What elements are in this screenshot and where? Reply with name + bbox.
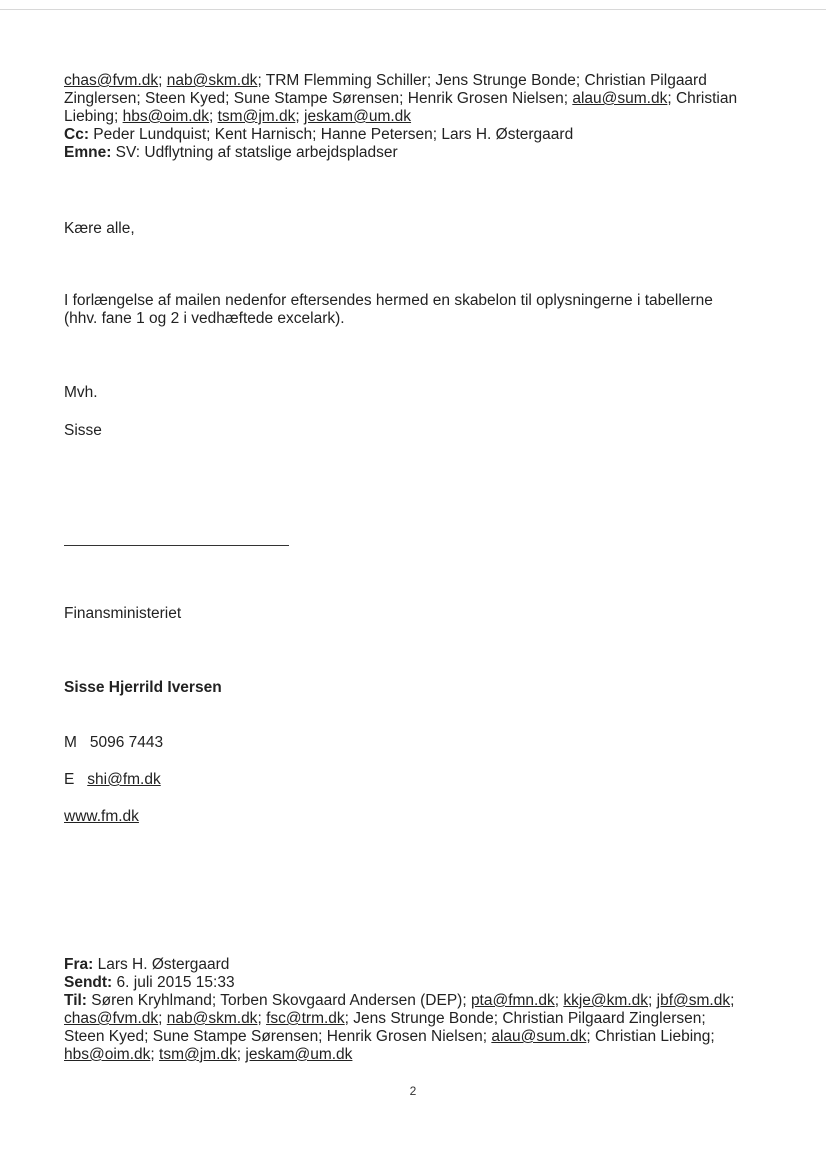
email-label: E <box>64 771 75 788</box>
email-link[interactable]: kkje@km.dk <box>563 992 648 1009</box>
to-line-1: Til: Søren Kryhlmand; Torben Skovgaard Andersen (DEP); pta@fmn.dk; kkje@km.dk; jbf@sm.dk; <box>64 992 735 1009</box>
email-header-1 <box>64 72 737 162</box>
sent-line <box>64 974 734 992</box>
from-label: Fra: <box>64 956 94 973</box>
email-link[interactable]: hbs@oim.dk <box>64 1046 151 1063</box>
to-line-4: hbs@oim.dk; tsm@jm.dk; jeskam@um.dk <box>64 1046 353 1063</box>
page-number: 2 <box>409 1084 417 1098</box>
subject-line <box>64 144 737 162</box>
email-link[interactable]: alau@sum.dk <box>572 90 668 107</box>
signature-full-name: Sisse Hjerrild Iversen <box>64 679 222 696</box>
signature-email <box>64 771 161 789</box>
to-label: Til: <box>64 992 87 1009</box>
email-link[interactable]: fsc@trm.dk <box>266 1010 345 1027</box>
greeting: Kære alle, <box>64 220 135 237</box>
page-top-border <box>0 9 826 10</box>
subject-value: SV: Udflytning af statslige arbejdspladser <box>111 144 398 161</box>
subject-label: Emne: <box>64 144 112 161</box>
email-link[interactable]: tsm@jm.dk <box>217 108 296 125</box>
email-link[interactable]: pta@fmn.dk <box>470 992 555 1009</box>
sent-value: 6. juli 2015 15:33 <box>112 974 235 991</box>
signature-mobile <box>64 734 163 752</box>
sender-first-name: Sisse <box>64 422 102 439</box>
email-link[interactable]: chas@fvm.dk <box>64 72 159 89</box>
to-line-2: chas@fvm.dk; nab@skm.dk; fsc@trm.dk; Jens Strunge Bonde; Christian Pilgaard Zinglersen; <box>64 1010 706 1027</box>
mobile-number: 5096 7443 <box>89 734 164 751</box>
signature-organization: Finansministeriet <box>64 605 182 622</box>
email-link[interactable]: alau@sum.dk <box>491 1028 587 1045</box>
email-link[interactable]: jbf@sm.dk <box>656 992 731 1009</box>
recipients-line-1: chas@fvm.dk; nab@skm.dk; TRM Flemming Schiller; Jens Strunge Bonde; Christian Pilgaard <box>64 72 707 89</box>
email-link[interactable]: nab@skm.dk <box>166 72 258 89</box>
email-header-2 <box>64 956 734 1064</box>
email-link[interactable]: chas@fvm.dk <box>64 1010 159 1027</box>
email-link[interactable]: nab@skm.dk <box>166 1010 258 1027</box>
email-link[interactable]: jeskam@um.dk <box>245 1046 353 1063</box>
email-link[interactable]: jeskam@um.dk <box>304 108 412 125</box>
cc-label: Cc: <box>64 126 89 143</box>
email-link[interactable]: tsm@jm.dk <box>159 1046 237 1063</box>
to-line-3: Steen Kyed; Sune Stampe Sørensen; Henrik Grosen Nielsen; alau@sum.dk; Christian Liebing; <box>64 1028 715 1045</box>
sent-label: Sendt: <box>64 974 113 991</box>
from-line <box>64 956 734 974</box>
email-link[interactable]: hbs@oim.dk <box>122 108 209 125</box>
email-link[interactable]: shi@fm.dk <box>87 771 161 788</box>
closing: Mvh. <box>64 384 98 401</box>
mobile-label: M <box>64 734 77 751</box>
cc-line <box>64 126 737 144</box>
signature-divider <box>64 545 289 546</box>
website-link[interactable]: www.fm.dk <box>64 808 139 825</box>
cc-value: Peder Lundquist; Kent Harnisch; Hanne Petersen; Lars H. Østergaard <box>88 126 574 143</box>
body-paragraph: I forlængelse af mailen nedenfor eftersendes hermed en skabelon til oplysningerne i tabellerne (hhv. fane 1 og 2 i vedhæftede excelark). <box>64 292 713 327</box>
from-value: Lars H. Østergaard <box>93 956 230 973</box>
recipients-line-2: Zinglersen; Steen Kyed; Sune Stampe Sørensen; Henrik Grosen Nielsen; alau@sum.dk; Christian <box>64 90 738 107</box>
recipients-line-3: Liebing; hbs@oim.dk; tsm@jm.dk; jeskam@um.dk <box>64 108 412 125</box>
